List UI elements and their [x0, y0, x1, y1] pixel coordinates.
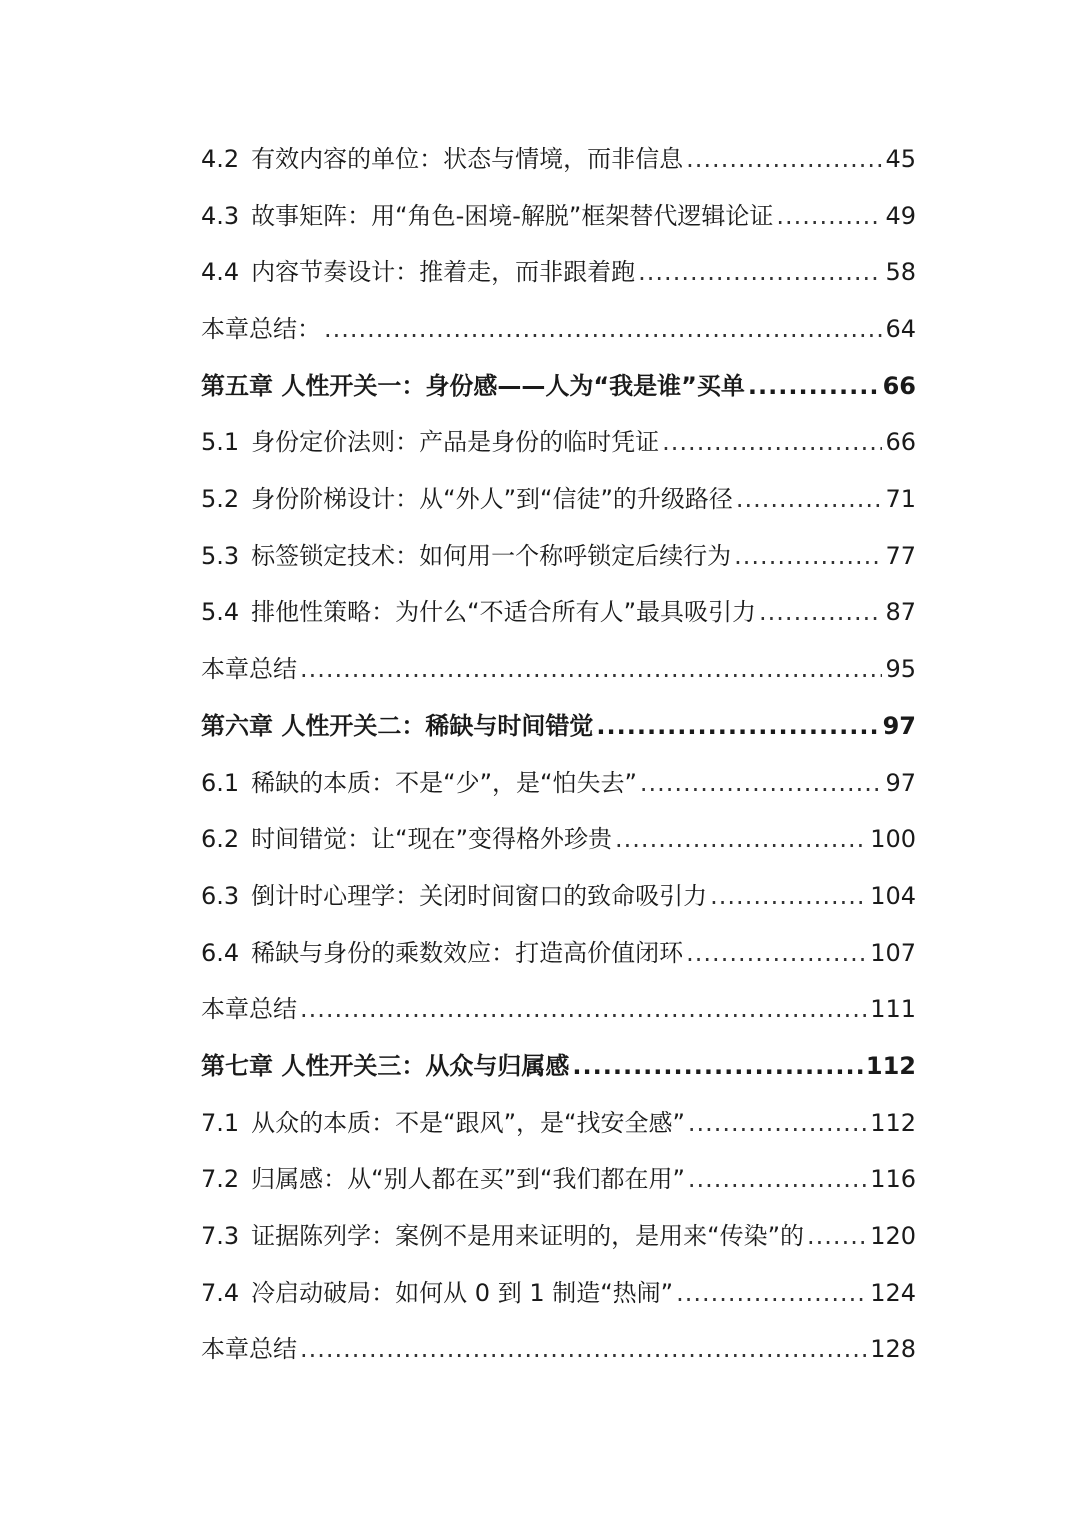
- section-number: 6.4: [201, 938, 240, 967]
- dot-leader: [640, 755, 883, 812]
- toc-entry-5-4: [201, 585, 916, 642]
- dot-leader: [686, 925, 867, 982]
- section-number: 4.2: [201, 144, 240, 173]
- page-number: 124: [870, 1278, 916, 1307]
- dot-leader: [734, 528, 882, 585]
- section-number: 5.2: [201, 485, 240, 514]
- section-number: 4.4: [201, 258, 240, 287]
- entry-title: 冷启动破局：如何从 0 到 1 制造“热闹”: [251, 1278, 674, 1307]
- entry-title: 身份定价法则：产品是身份的临时凭证: [251, 428, 660, 457]
- toc-entry-chapter-6-summary: [201, 981, 916, 1038]
- dot-leader: [300, 641, 882, 698]
- section-number: 6.1: [201, 768, 240, 797]
- page-number: 112: [865, 1051, 916, 1080]
- section-number: 7.4: [201, 1278, 240, 1307]
- section-number: 7.1: [201, 1108, 240, 1137]
- section-number: 5.3: [201, 541, 240, 570]
- page-number: 64: [885, 315, 916, 344]
- page-number: 116: [870, 1165, 916, 1194]
- page-number: 49: [885, 201, 916, 230]
- page-number: 107: [870, 938, 916, 967]
- toc-chapter-7: [201, 1038, 916, 1095]
- toc-entry-7-1: [201, 1095, 916, 1152]
- page-number: 45: [885, 144, 916, 173]
- entry-title: 倒计时心理学：关闭时间窗口的致命吸引力: [251, 881, 708, 910]
- dot-leader: [807, 1208, 867, 1265]
- dot-leader: [638, 244, 882, 301]
- toc-chapter-5: [201, 358, 916, 415]
- toc-entry-4-3: [201, 188, 916, 245]
- dot-leader: [748, 358, 880, 415]
- dot-leader: [596, 698, 879, 755]
- toc-entry-6-3: [201, 868, 916, 925]
- entry-title: 本章总结: [201, 655, 297, 684]
- dot-leader: [615, 811, 867, 868]
- page-number: 111: [870, 995, 916, 1024]
- chapter-title: 第六章 人性开关二：稀缺与时间错觉: [201, 711, 594, 740]
- toc-chapter-6: [201, 698, 916, 755]
- page-number: 87: [885, 598, 916, 627]
- page-number: 97: [882, 711, 916, 740]
- entry-title: 身份阶梯设计：从“外人”到“信徒”的升级路径: [251, 485, 733, 514]
- page-number: 120: [870, 1222, 916, 1251]
- toc-entry-6-1: [201, 755, 916, 812]
- dot-leader: [710, 868, 867, 925]
- entry-title: 有效内容的单位：状态与情境，而非信息: [251, 144, 684, 173]
- entry-title: 故事矩阵：用“角色-困境-解脱”框架替代逻辑论证: [251, 201, 774, 230]
- page-number: 66: [885, 428, 916, 457]
- dot-leader: [776, 188, 882, 245]
- dot-leader: [686, 131, 882, 188]
- page-number: 97: [885, 768, 916, 797]
- toc-entry-7-4: [201, 1265, 916, 1322]
- dot-leader: [300, 1321, 867, 1378]
- section-number: 7.3: [201, 1222, 240, 1251]
- entry-title: 本章总结: [201, 995, 297, 1024]
- entry-title: 时间错觉：让“现在”变得格外珍贵: [251, 825, 613, 854]
- toc-entry-7-2: [201, 1151, 916, 1208]
- toc-entry-4-4: [201, 244, 916, 301]
- page-number: 71: [885, 485, 916, 514]
- dot-leader: [676, 1265, 867, 1322]
- page-number: 100: [870, 825, 916, 854]
- toc-entry-6-4: [201, 925, 916, 982]
- entry-title: 稀缺与身份的乘数效应：打造高价值闭环: [251, 938, 684, 967]
- section-number: 5.4: [201, 598, 240, 627]
- page-number: 104: [870, 881, 916, 910]
- section-number: 7.2: [201, 1165, 240, 1194]
- section-number: 6.2: [201, 825, 240, 854]
- page-number: 66: [882, 371, 916, 400]
- toc-entry-5-3: [201, 528, 916, 585]
- section-number: 4.3: [201, 201, 240, 230]
- section-number: 5.1: [201, 428, 240, 457]
- toc-entry-6-2: [201, 811, 916, 868]
- entry-title: 本章总结：: [201, 315, 321, 344]
- dot-leader: [324, 301, 882, 358]
- page-number: 77: [885, 541, 916, 570]
- page-number: 112: [870, 1108, 916, 1137]
- dot-leader: [736, 471, 883, 528]
- page-number: 95: [885, 655, 916, 684]
- dot-leader: [300, 981, 867, 1038]
- toc-entry-chapter-7-summary: [201, 1321, 916, 1378]
- entry-title: 本章总结: [201, 1335, 297, 1364]
- entry-title: 稀缺的本质：不是“少”，是“怕失去”: [251, 768, 637, 797]
- dot-leader: [662, 414, 882, 471]
- toc-entry-chapter-5-summary: [201, 641, 916, 698]
- entry-title: 排他性策略：为什么“不适合所有人”最具吸引力: [251, 598, 757, 627]
- dot-leader: [688, 1095, 867, 1152]
- dot-leader: [688, 1151, 867, 1208]
- dot-leader: [572, 1038, 863, 1095]
- toc-entry-4-2: [201, 131, 916, 188]
- dot-leader: [759, 584, 882, 641]
- entry-title: 归属感：从“别人都在买”到“我们都在用”: [251, 1165, 685, 1194]
- entry-title: 内容节奏设计：推着走，而非跟着跑: [251, 258, 636, 287]
- section-number: 6.3: [201, 881, 240, 910]
- entry-title: 标签锁定技术：如何用一个称呼锁定后续行为: [251, 541, 732, 570]
- toc-entry-7-3: [201, 1208, 916, 1265]
- toc-entry-5-1: [201, 414, 916, 471]
- chapter-title: 第五章 人性开关一：身份感——人为“我是谁”买单: [201, 371, 745, 400]
- entry-title: 证据陈列学：案例不是用来证明的，是用来“传染”的: [251, 1222, 805, 1251]
- chapter-title: 第七章 人性开关三：从众与归属感: [201, 1051, 570, 1080]
- table-of-contents: [201, 131, 916, 1378]
- page-number: 128: [870, 1335, 916, 1364]
- toc-entry-5-2: [201, 471, 916, 528]
- entry-title: 从众的本质：不是“跟风”，是“找安全感”: [251, 1108, 685, 1137]
- page-number: 58: [885, 258, 916, 287]
- toc-entry-chapter-4-summary: [201, 301, 916, 358]
